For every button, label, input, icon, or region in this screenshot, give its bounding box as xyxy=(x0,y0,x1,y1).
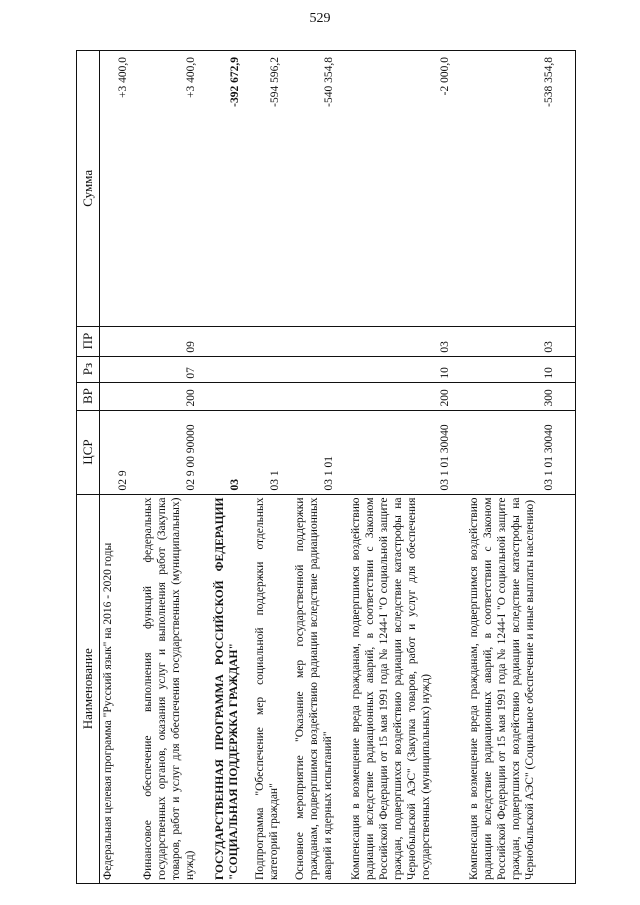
row-rz xyxy=(292,356,348,382)
row-sum: +3 400,0 xyxy=(140,51,212,327)
row-csr: 03 1 xyxy=(252,410,292,494)
row-csr: 03 1 01 30040 xyxy=(348,410,466,494)
row-csr: 02 9 00 90000 xyxy=(140,410,212,494)
table-row xyxy=(212,51,252,884)
row-csr: 03 1 01 30040 xyxy=(466,410,576,494)
header-rz: Рз xyxy=(77,356,100,382)
row-sum: -538 354,8 xyxy=(466,51,576,327)
row-pr xyxy=(212,326,252,356)
table-row xyxy=(466,51,576,884)
table-row xyxy=(252,51,292,884)
table-header-row xyxy=(77,51,100,884)
table-row xyxy=(292,51,348,884)
row-pr xyxy=(252,326,292,356)
row-pr xyxy=(292,326,348,356)
row-sum: -540 354,8 xyxy=(292,51,348,327)
row-name: Федеральная целевая программа "Русский язык" на 2016 - 2020 годы xyxy=(100,494,140,883)
row-sum: -594 596,2 xyxy=(252,51,292,327)
table-row xyxy=(348,51,466,884)
row-sum: -2 000,0 xyxy=(348,51,466,327)
rotated-table-wrapper xyxy=(76,50,608,884)
row-pr: 03 xyxy=(348,326,466,356)
row-vr xyxy=(292,382,348,410)
budget-table-area xyxy=(76,50,608,884)
header-vr: ВР xyxy=(77,382,100,410)
row-sum: +3 400,0 xyxy=(100,51,140,327)
page-number: 529 xyxy=(309,11,331,26)
row-name: ГОСУДАРСТВЕННАЯ ПРОГРАММА РОССИЙСКОЙ ФЕДЕРАЦИИ "СОЦИАЛЬНАЯ ПОДДЕРЖКА ГРАЖДАН" xyxy=(212,494,252,883)
row-vr: 300 xyxy=(466,382,576,410)
row-vr xyxy=(212,382,252,410)
row-rz xyxy=(252,356,292,382)
row-vr: 200 xyxy=(140,382,212,410)
row-sum: -392 672,9 xyxy=(212,51,252,327)
row-vr: 200 xyxy=(348,382,466,410)
row-csr: 03 1 01 xyxy=(292,410,348,494)
row-name: Основное мероприятие "Оказание мер государственной поддержки гражданам, подвергшимся воздействию радиации вследствие радиационных аварий и ядерных испытаний" xyxy=(292,494,348,883)
row-rz xyxy=(100,356,140,382)
row-rz: 10 xyxy=(466,356,576,382)
row-vr xyxy=(252,382,292,410)
row-csr: 03 xyxy=(212,410,252,494)
row-rz: 10 xyxy=(348,356,466,382)
row-name: Компенсация в возмещение вреда гражданам, подвергшимся воздействию радиации вследствие радиационных аварий, в соответствии с Законом Российской Федерации от 15 мая 1991 года № 1244-I "О социальной защите граждан, подвергшихся воздействию радиации вследствие катастрофы на Чернобыльской АЭС" (Закупка товаров, работ и услуг для обеспечения государственных (муниципальных) нужд) xyxy=(348,494,466,883)
row-name: Компенсация в возмещение вреда гражданам, подвергшимся воздействию радиации вследствие радиационных аварий, в соответствии с Законом Российской Федерации от 15 мая 1991 года № 1244-I "О социальной защите граждан, подвергшихся воздействию радиации вследствие катастрофы на Чернобыльской АЭС" (Социальное обеспечение и иные выплаты населению) xyxy=(466,494,576,883)
row-vr xyxy=(100,382,140,410)
row-csr: 02 9 xyxy=(100,410,140,494)
row-name: Финансовое обеспечение выполнения функций федеральных государственных органов, оказания услуг и выполнения работ (Закупка товаров, работ и услуг для обеспечения государственных (муниципальных) нужд) xyxy=(140,494,212,883)
header-sum: Сумма xyxy=(77,51,100,327)
row-pr: 03 xyxy=(466,326,576,356)
row-pr: 09 xyxy=(140,326,212,356)
header-pr: ПР xyxy=(77,326,100,356)
header-csr: ЦСР xyxy=(77,410,100,494)
row-rz xyxy=(212,356,252,382)
row-pr xyxy=(100,326,140,356)
table-row xyxy=(100,51,140,884)
header-name: Наименование xyxy=(77,494,100,883)
row-name: Подпрограмма "Обеспечение мер социальной поддержки отдельных категорий граждан" xyxy=(252,494,292,883)
table-row xyxy=(140,51,212,884)
budget-table xyxy=(76,50,576,884)
row-rz: 07 xyxy=(140,356,212,382)
